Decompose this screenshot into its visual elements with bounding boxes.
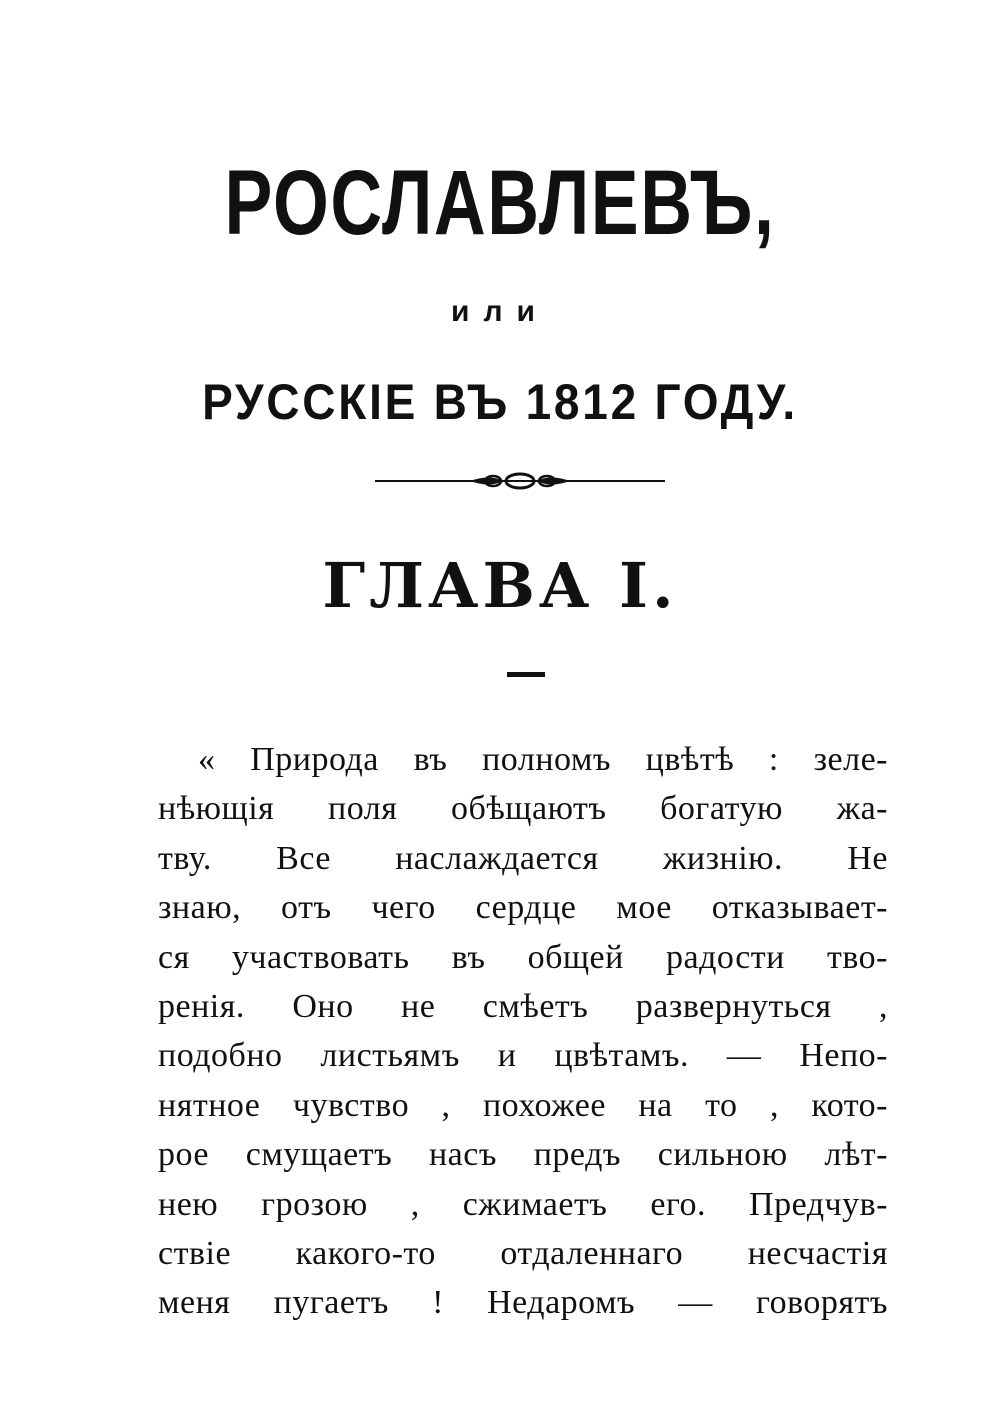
- text-line: знаю, отъ чего сердце мое отказывает-: [158, 889, 888, 927]
- text-line: тву. Все наслаждается жизнію. Не: [158, 839, 888, 877]
- text-line: нею грозою , сжимаетъ его. Предчув-: [158, 1185, 888, 1223]
- chapter-heading: ГЛАВА I.: [322, 549, 678, 622]
- text-line: ся участвовать въ общей радости тво-: [158, 938, 888, 976]
- text-line: меня пугаетъ ! Недаромъ — говорятъ: [158, 1284, 888, 1322]
- text-line: нятное чувство , похожее на то , кото-: [158, 1086, 888, 1124]
- section-dash: [507, 672, 545, 677]
- text-line: нѣющія поля обѣщаютъ богатую жа-: [158, 790, 888, 828]
- book-title: РОСЛАВЛЕВЪ,: [224, 152, 776, 254]
- text-line: рое смущаетъ насъ предъ сильною лѣт-: [158, 1136, 888, 1174]
- title-conjunction: или: [451, 295, 549, 328]
- ornamental-divider-icon: [375, 466, 665, 496]
- text-line: « Природа въ полномъ цвѣтѣ : зеле-: [198, 741, 888, 778]
- body-paragraph: [158, 735, 888, 1328]
- book-subtitle: РУССКІЕ ВЪ 1812 ГОДУ.: [202, 374, 798, 430]
- text-line: подобно листьямъ и цвѣтамъ. — Непо-: [158, 1037, 888, 1075]
- text-line: ренія. Оно не смѣетъ развернуться ,: [158, 987, 888, 1025]
- text-line: ствіе какого-то отдаленнаго несчастія: [158, 1234, 888, 1272]
